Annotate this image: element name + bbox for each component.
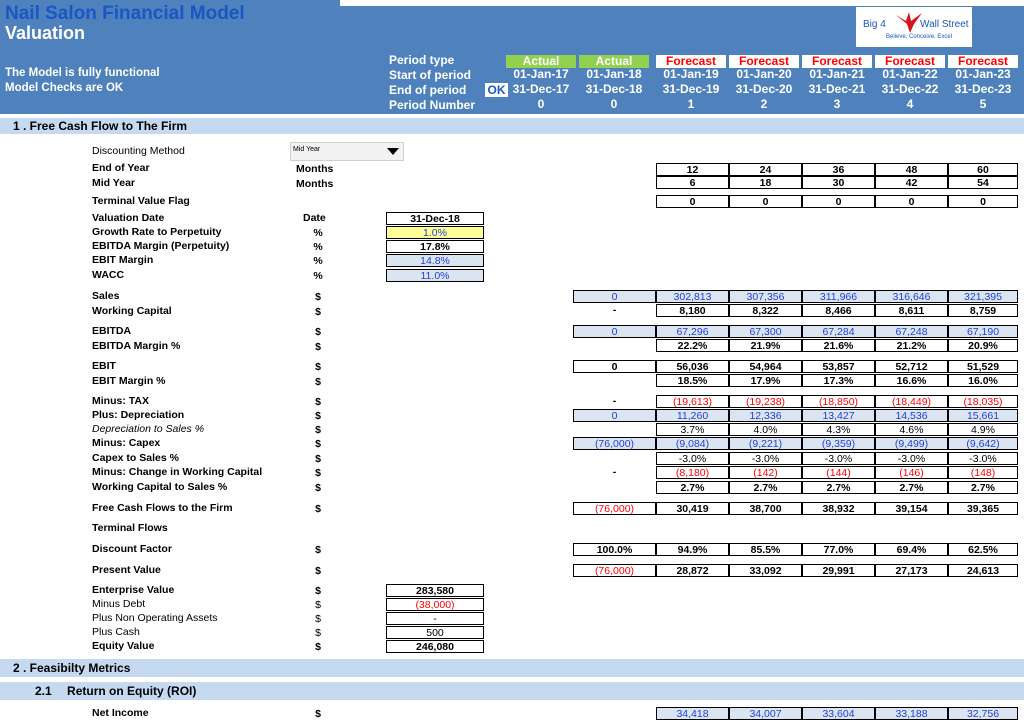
enterprise-value-cell[interactable]: 283,580 xyxy=(386,584,484,597)
period-start-cell: 01-Jan-19 xyxy=(663,67,719,81)
sales-cell[interactable]: 321,395 xyxy=(948,290,1018,303)
net-income-cell[interactable]: 33,188 xyxy=(875,707,948,720)
ebit-margin-cell[interactable]: 17.9% xyxy=(729,374,802,387)
capex-to-sales-cell[interactable]: -3.0% xyxy=(802,452,875,465)
logo-text-wallstreet: Wall Street xyxy=(920,19,969,30)
mid-year-label: Mid Year xyxy=(92,177,135,189)
ok-check-badge: OK xyxy=(485,83,508,97)
fcff-cell[interactable]: 39,365 xyxy=(948,502,1018,515)
tax-cell[interactable]: (18,449) xyxy=(875,395,948,408)
ebit-cell[interactable]: 56,036 xyxy=(656,360,729,373)
discount-factor-cell[interactable]: 77.0% xyxy=(802,543,875,556)
period-type-cell: Actual xyxy=(579,55,649,68)
tax-cell[interactable]: (19,238) xyxy=(729,395,802,408)
working-capital-cell-base[interactable]: - xyxy=(612,304,617,316)
discounting-method-label: Discounting Method xyxy=(92,145,185,157)
end-year-cell[interactable]: 48 xyxy=(875,163,948,176)
fcff-cell[interactable]: 38,700 xyxy=(729,502,802,515)
period-end-cell: 31-Dec-20 xyxy=(735,82,793,96)
sales-cell[interactable]: 311,966 xyxy=(802,290,875,303)
enterprise-value-unit: $ xyxy=(315,585,321,597)
terminal-flag-label: Terminal Value Flag xyxy=(92,195,190,207)
dep-to-sales-cell[interactable]: 4.6% xyxy=(875,423,948,436)
period-type-cell: Forecast xyxy=(802,55,872,68)
sales-cell[interactable]: 316,646 xyxy=(875,290,948,303)
logo-tagline: Believe, Conceive, Excel xyxy=(886,34,953,40)
discount-factor-cell[interactable]: 94.9% xyxy=(656,543,729,556)
depreciation-cell[interactable]: 12,336 xyxy=(729,409,802,422)
discount-factor-label: Discount Factor xyxy=(92,543,172,555)
capex-unit: $ xyxy=(315,438,321,450)
plus-cash-cell[interactable]: 500 xyxy=(386,626,484,639)
ebitda-cell[interactable]: 67,300 xyxy=(729,325,802,338)
ebitda-cell[interactable]: 67,248 xyxy=(875,325,948,338)
company-logo xyxy=(856,7,972,47)
present-value-cell[interactable]: 33,092 xyxy=(729,564,802,577)
ebitda-unit: $ xyxy=(315,326,321,338)
working-capital-cell[interactable]: 8,322 xyxy=(729,304,802,317)
change-wc-cell[interactable]: (142) xyxy=(729,466,802,479)
fcff-label: Free Cash Flows to the Firm xyxy=(92,502,233,514)
growth-rate-label: Growth Rate to Perpetuity xyxy=(92,226,222,238)
end-of-year-unit: Months xyxy=(296,163,334,175)
working-capital-unit: $ xyxy=(315,306,321,318)
depreciation-cell[interactable]: 15,661 xyxy=(948,409,1018,422)
working-capital-cell[interactable]: 8,759 xyxy=(948,304,1018,317)
period-start-cell: 01-Jan-23 xyxy=(955,67,1011,81)
period-number-cell: 1 xyxy=(687,97,695,111)
end-year-cell[interactable]: 24 xyxy=(729,163,802,176)
ebitda-margin-unit: $ xyxy=(315,341,321,353)
ebit-cell[interactable]: 54,964 xyxy=(729,360,802,373)
growth-rate-unit: % xyxy=(313,227,323,239)
capex-cell[interactable]: (9,084) xyxy=(656,437,729,450)
ebitda-perp-cell[interactable]: 17.8% xyxy=(386,240,484,253)
dep-to-sales-label: Depreciation to Sales % xyxy=(92,423,205,435)
ebit-margin-cell[interactable]: 17.3% xyxy=(802,374,875,387)
equity-value-label: Equity Value xyxy=(92,640,155,652)
period-type-cell: Forecast xyxy=(729,55,799,68)
tax-unit: $ xyxy=(315,396,321,408)
ebitda-margin-label: EBITDA Margin % xyxy=(92,340,181,352)
depreciation-cell[interactable]: 13,427 xyxy=(802,409,875,422)
present-value-cell[interactable]: 24,613 xyxy=(948,564,1018,577)
terminal-flag-cell[interactable]: 0 xyxy=(802,195,875,208)
capex-to-sales-cell[interactable]: -3.0% xyxy=(875,452,948,465)
capex-to-sales-cell[interactable]: -3.0% xyxy=(656,452,729,465)
label-start-period: Start of period xyxy=(389,68,472,82)
discount-factor-cell-base[interactable]: 100.0% xyxy=(573,543,656,556)
net-income-label: Net Income xyxy=(92,707,149,719)
present-value-cell[interactable]: 27,173 xyxy=(875,564,948,577)
dep-to-sales-cell[interactable]: 4.9% xyxy=(948,423,1018,436)
ebit-margin-pct-label: EBIT Margin % xyxy=(92,375,166,387)
period-number-cell: 5 xyxy=(979,97,987,111)
sales-cell[interactable]: 307,356 xyxy=(729,290,802,303)
capex-to-sales-cell[interactable]: -3.0% xyxy=(948,452,1018,465)
period-type-cell: Forecast xyxy=(656,55,726,68)
tax-cell[interactable]: (18,850) xyxy=(802,395,875,408)
mid-year-cell[interactable]: 42 xyxy=(875,176,948,189)
valuation-date-label: Valuation Date xyxy=(92,212,165,224)
end-year-cell[interactable]: 60 xyxy=(948,163,1018,176)
wacc-label: WACC xyxy=(92,269,125,281)
ebitda-cell[interactable]: 67,296 xyxy=(656,325,729,338)
dep-to-sales-cell[interactable]: 3.7% xyxy=(656,423,729,436)
dep-to-sales-cell[interactable]: 4.3% xyxy=(802,423,875,436)
capex-label: Minus: Capex xyxy=(92,437,161,449)
working-capital-cell[interactable]: 8,611 xyxy=(875,304,948,317)
discount-factor-cell[interactable]: 85.5% xyxy=(729,543,802,556)
section-number: 2.1 xyxy=(35,684,52,698)
wc-to-sales-cell[interactable]: 2.7% xyxy=(729,481,802,494)
dep-to-sales-cell[interactable]: 4.0% xyxy=(729,423,802,436)
net-income-cell[interactable]: 32,756 xyxy=(948,707,1018,720)
terminal-flag-cell[interactable]: 0 xyxy=(948,195,1018,208)
period-start-cell: 01-Jan-21 xyxy=(809,67,865,81)
net-income-unit: $ xyxy=(315,708,321,720)
period-start-cell: 01-Jan-20 xyxy=(736,67,792,81)
depreciation-label: Plus: Depreciation xyxy=(92,409,185,421)
fcff-cell[interactable]: 39,154 xyxy=(875,502,948,515)
non-operating-assets-cell[interactable]: - xyxy=(386,612,484,625)
model-title: Nail Salon Financial Model xyxy=(5,3,245,24)
depreciation-cell[interactable]: 11,260 xyxy=(656,409,729,422)
ebitda-margin-cell[interactable]: 21.2% xyxy=(875,339,948,352)
mid-year-cell[interactable]: 6 xyxy=(656,176,729,189)
sales-cell[interactable]: 302,813 xyxy=(656,290,729,303)
ebit-margin-cell[interactable]: 16.0% xyxy=(948,374,1018,387)
period-end-cell: 31-Dec-22 xyxy=(881,82,939,96)
working-capital-label: Working Capital xyxy=(92,305,172,317)
period-start-cell: 01-Jan-17 xyxy=(513,67,569,81)
net-income-cell[interactable]: 34,418 xyxy=(656,707,729,720)
present-value-cell[interactable]: 29,991 xyxy=(802,564,875,577)
ebit-margin-cell[interactable]: 14.8% xyxy=(386,254,484,267)
period-end-cell: 31-Dec-21 xyxy=(808,82,866,96)
sales-cell-base[interactable]: 0 xyxy=(573,290,656,303)
minus-debt-label: Minus Debt xyxy=(92,598,146,610)
discount-factor-unit: $ xyxy=(315,544,321,556)
period-type-cell: Actual xyxy=(506,55,576,68)
period-number-cell: 0 xyxy=(610,97,618,111)
tax-cell[interactable]: (19,613) xyxy=(656,395,729,408)
ebitda-label: EBITDA xyxy=(92,325,132,337)
fcff-cell-base[interactable]: (76,000) xyxy=(573,502,656,515)
capex-cell[interactable]: (9,221) xyxy=(729,437,802,450)
equity-value-cell[interactable]: 246,080 xyxy=(386,640,484,653)
net-income-cell[interactable]: 34,007 xyxy=(729,707,802,720)
period-number-cell: 3 xyxy=(833,97,841,111)
section-header-feasibility xyxy=(0,659,1024,677)
period-start-cell: 01-Jan-22 xyxy=(882,67,938,81)
mid-year-cell[interactable]: 18 xyxy=(729,176,802,189)
ebit-cell[interactable]: 52,712 xyxy=(875,360,948,373)
wc-to-sales-cell[interactable]: 2.7% xyxy=(875,481,948,494)
discount-factor-cell[interactable]: 69.4% xyxy=(875,543,948,556)
ebit-label: EBIT xyxy=(92,360,116,372)
discount-factor-cell[interactable]: 62.5% xyxy=(948,543,1018,556)
end-year-cell[interactable]: 36 xyxy=(802,163,875,176)
terminal-flag-cell[interactable]: 0 xyxy=(729,195,802,208)
change-wc-unit: $ xyxy=(315,467,321,479)
ebit-cell-base[interactable]: 0 xyxy=(573,360,656,373)
fcff-unit: $ xyxy=(315,503,321,515)
sales-unit: $ xyxy=(315,291,321,303)
section-title: 2 . Feasibilty Metrics xyxy=(13,661,131,675)
tax-label: Minus: TAX xyxy=(92,395,149,407)
change-wc-cell[interactable]: (146) xyxy=(875,466,948,479)
discounting-method-value: Mid Year xyxy=(293,146,321,153)
period-type-cell: Forecast xyxy=(875,55,945,68)
wc-to-sales-label: Working Capital to Sales % xyxy=(92,481,228,493)
wacc-unit: % xyxy=(313,270,323,282)
label-period-number: Period Number xyxy=(389,98,476,112)
section-header-fcff xyxy=(0,118,1024,134)
ebit-margin-cell[interactable]: 18.5% xyxy=(656,374,729,387)
section-header-roe xyxy=(0,682,1024,700)
ebitda-cell[interactable]: 67,190 xyxy=(948,325,1018,338)
period-number-cell: 0 xyxy=(537,97,545,111)
depreciation-unit: $ xyxy=(315,410,321,422)
tax-cell-base[interactable]: - xyxy=(612,395,617,407)
terminal-flows-label: Terminal Flows xyxy=(92,522,168,534)
end-of-year-label: End of Year xyxy=(92,162,150,174)
ebitda-margin-cell[interactable]: 21.6% xyxy=(802,339,875,352)
logo-text-big4: Big 4 xyxy=(863,19,886,30)
change-wc-cell[interactable]: (8,180) xyxy=(656,466,729,479)
depreciation-cell-base[interactable]: 0 xyxy=(573,409,656,422)
valuation-date-cell[interactable]: 31-Dec-18 xyxy=(386,212,484,225)
ebitda-margin-cell[interactable]: 22.2% xyxy=(656,339,729,352)
ebitda-margin-cell[interactable]: 21.9% xyxy=(729,339,802,352)
mid-year-cell[interactable]: 54 xyxy=(948,176,1018,189)
capex-cell[interactable]: (9,499) xyxy=(875,437,948,450)
mid-year-unit: Months xyxy=(296,178,334,190)
working-capital-cell[interactable]: 8,466 xyxy=(802,304,875,317)
capex-to-sales-label: Capex to Sales % xyxy=(92,452,179,464)
ebit-margin-pct-unit: $ xyxy=(315,376,321,388)
present-value-cell-base[interactable]: (76,000) xyxy=(573,564,656,577)
label-period-type: Period type xyxy=(389,53,455,67)
capex-cell-base[interactable]: (76,000) xyxy=(573,437,656,450)
ebit-margin-unit: % xyxy=(313,255,323,267)
model-status: The Model is fully functional xyxy=(5,67,160,79)
period-end-cell: 31-Dec-18 xyxy=(585,82,643,96)
ebitda-cell[interactable]: 67,284 xyxy=(802,325,875,338)
wc-to-sales-cell[interactable]: 2.7% xyxy=(948,481,1018,494)
net-income-cell[interactable]: 33,604 xyxy=(802,707,875,720)
period-end-cell: 31-Dec-17 xyxy=(512,82,570,96)
ebit-unit: $ xyxy=(315,361,321,373)
wc-to-sales-cell[interactable]: 2.7% xyxy=(802,481,875,494)
present-value-unit: $ xyxy=(315,565,321,577)
change-wc-label: Minus: Change in Working Capital xyxy=(92,466,263,478)
model-checks: Model Checks are OK xyxy=(5,82,124,94)
capex-to-sales-unit: $ xyxy=(315,453,321,465)
period-end-cell: 31-Dec-19 xyxy=(662,82,720,96)
ebitda-cell-base[interactable]: 0 xyxy=(573,325,656,338)
wacc-cell[interactable]: 11.0% xyxy=(386,269,484,282)
terminal-flag-cell[interactable]: 0 xyxy=(656,195,729,208)
tax-cell[interactable]: (18,035) xyxy=(948,395,1018,408)
ebitda-perp-label: EBITDA Margin (Perpetuity) xyxy=(92,240,230,252)
fcff-cell[interactable]: 30,419 xyxy=(656,502,729,515)
chevron-down-icon xyxy=(387,148,399,155)
mid-year-cell[interactable]: 30 xyxy=(802,176,875,189)
sales-label: Sales xyxy=(92,290,120,302)
ebit-cell[interactable]: 53,857 xyxy=(802,360,875,373)
period-start-cell: 01-Jan-18 xyxy=(586,67,642,81)
capex-cell[interactable]: (9,359) xyxy=(802,437,875,450)
change-wc-cell[interactable]: (144) xyxy=(802,466,875,479)
ebitda-perp-unit: % xyxy=(313,241,323,253)
non-operating-assets-label: Plus Non Operating Assets xyxy=(92,612,218,624)
section-title: 1 . Free Cash Flow to The Firm xyxy=(13,119,188,133)
minus-debt-unit: $ xyxy=(315,599,321,611)
present-value-cell[interactable]: 28,872 xyxy=(656,564,729,577)
period-end-cell: 31-Dec-23 xyxy=(954,82,1012,96)
fcff-cell[interactable]: 38,932 xyxy=(802,502,875,515)
depreciation-cell[interactable]: 14,536 xyxy=(875,409,948,422)
minus-debt-cell[interactable]: (38,000) xyxy=(386,598,484,611)
wc-to-sales-unit: $ xyxy=(315,482,321,494)
plus-cash-label: Plus Cash xyxy=(92,626,140,638)
ebit-margin-cell[interactable]: 16.6% xyxy=(875,374,948,387)
page-subtitle: Valuation xyxy=(5,23,86,43)
ebitda-margin-cell[interactable]: 20.9% xyxy=(948,339,1018,352)
discounting-method-select[interactable] xyxy=(290,142,404,161)
equity-value-unit: $ xyxy=(315,641,321,653)
wc-to-sales-cell[interactable]: 2.7% xyxy=(656,481,729,494)
non-operating-assets-unit: $ xyxy=(315,613,321,625)
ebit-margin-label: EBIT Margin xyxy=(92,254,154,266)
capex-to-sales-cell[interactable]: -3.0% xyxy=(729,452,802,465)
change-wc-cell[interactable]: (148) xyxy=(948,466,1018,479)
valuation-date-unit: Date xyxy=(303,212,326,224)
change-wc-cell-base[interactable]: - xyxy=(612,466,617,478)
label-end-period: End of period xyxy=(389,83,467,97)
plus-cash-unit: $ xyxy=(315,627,321,639)
section-title: Return on Equity (ROI) xyxy=(67,684,197,698)
period-type-cell: Forecast xyxy=(948,55,1018,68)
period-number-cell: 2 xyxy=(760,97,768,111)
end-year-cell[interactable]: 12 xyxy=(656,163,729,176)
dep-to-sales-unit: $ xyxy=(315,424,321,436)
period-number-cell: 4 xyxy=(906,97,914,111)
terminal-flag-cell[interactable]: 0 xyxy=(875,195,948,208)
capex-cell[interactable]: (9,642) xyxy=(948,437,1018,450)
present-value-label: Present Value xyxy=(92,564,161,576)
working-capital-cell[interactable]: 8,180 xyxy=(656,304,729,317)
growth-rate-cell[interactable]: 1.0% xyxy=(386,226,484,239)
enterprise-value-label: Enterprise Value xyxy=(92,584,175,596)
ebit-cell[interactable]: 51,529 xyxy=(948,360,1018,373)
